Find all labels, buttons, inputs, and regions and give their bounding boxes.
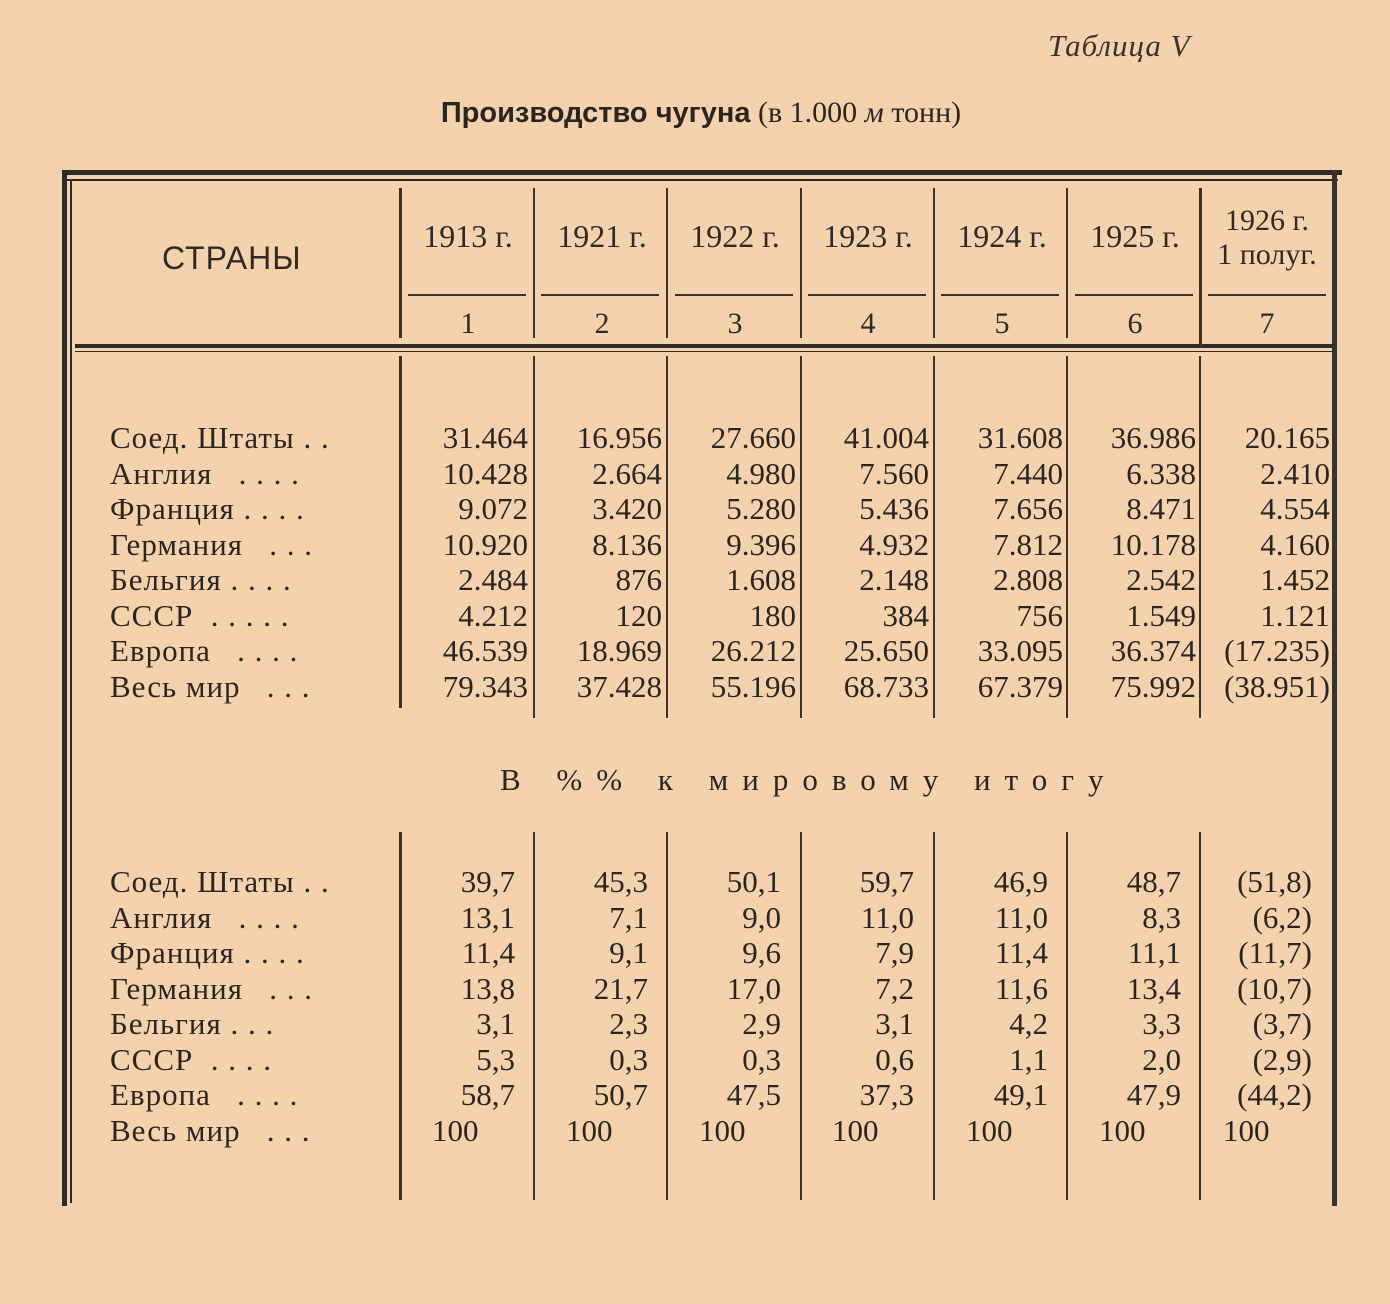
row-label: Весь мир . . .: [110, 1112, 311, 1148]
title-main: Производство чугуна: [440, 97, 751, 129]
table-cell: 39,7: [460, 864, 515, 899]
table-cell: 11,4: [461, 935, 515, 970]
body-separator: [533, 356, 535, 718]
table-cell: 59,7: [859, 864, 914, 899]
row-label: Весь мир . . .: [110, 668, 311, 704]
year-header: 1921 г.: [557, 218, 647, 254]
table-cell: 9,0: [742, 899, 781, 935]
table-cell: 9,6: [742, 935, 781, 970]
body-separator: [933, 356, 935, 718]
table-cell: 4,2: [1009, 1006, 1048, 1041]
table-cell: (51,8): [1237, 864, 1312, 899]
table-cell: 0,3: [742, 1041, 781, 1077]
year-header: 1913 г.: [423, 218, 513, 254]
table-cell: 11,6: [994, 970, 1048, 1006]
body-separator: [533, 832, 535, 1200]
table-cell: 25.650: [843, 633, 929, 668]
header-separator: [933, 188, 935, 338]
table-cell: 50,7: [593, 1077, 648, 1112]
table-cell: 1.608: [726, 562, 796, 597]
table-cell: 8,3: [1142, 899, 1181, 935]
table-cell: (17.235): [1224, 633, 1330, 668]
table-cell: 3,1: [875, 1006, 914, 1041]
table-cell: 55.196: [710, 668, 796, 704]
table-title: [0, 96, 1390, 130]
table-cell: 3.420: [592, 491, 662, 526]
table-cell: 5,3: [476, 1041, 515, 1077]
table-cell: 9,1: [609, 935, 648, 970]
table-cell: 36.986: [1110, 420, 1196, 455]
table-cell: 16.956: [576, 420, 662, 455]
body-separator: [666, 832, 668, 1200]
row-label: Франция . . . .: [110, 491, 305, 526]
table-cell: 10.178: [1110, 526, 1196, 562]
table-cell: 49,1: [993, 1077, 1048, 1112]
table-cell: 2,9: [742, 1006, 781, 1041]
year-header: 1925 г.: [1090, 218, 1180, 254]
table-cell: 7.440: [993, 455, 1063, 491]
column-number: 6: [1127, 307, 1143, 340]
frame-left-rule: [62, 170, 67, 1206]
table-cell: 11,0: [994, 899, 1048, 935]
title-unit-prefix: (в 1.000: [758, 96, 858, 129]
row-label: Европа . . . .: [110, 633, 299, 668]
table-cell: 9.396: [726, 526, 796, 562]
row-label: СССР . . . . .: [110, 597, 290, 633]
column-number: 3: [727, 307, 743, 340]
table-cell: (10,7): [1237, 970, 1312, 1006]
table-cell: 48,7: [1126, 864, 1181, 899]
table-cell: 11,4: [994, 935, 1048, 970]
table-cell: 4.160: [1260, 526, 1330, 562]
year-sub-rule: [541, 294, 659, 296]
table-cell: 7.812: [993, 526, 1063, 562]
table-cell: 45,3: [593, 864, 648, 899]
table-cell: 120: [615, 597, 662, 633]
table-cell: 50,1: [726, 864, 781, 899]
table-cell: 6.338: [1126, 455, 1196, 491]
year-sub-rule: [675, 294, 793, 296]
table-cell: 11,0: [860, 899, 914, 935]
table-cell: 2.410: [1260, 455, 1330, 491]
table-cell: 21,7: [593, 970, 648, 1006]
year-sub-rule: [408, 294, 526, 296]
table-cell: 2.664: [592, 455, 662, 491]
row-label: Соед. Штаты . .: [110, 864, 330, 899]
table-cell: 7.560: [859, 455, 929, 491]
table-cell: 4.212: [458, 597, 528, 633]
table-cell: 1,1: [1009, 1041, 1048, 1077]
year-sub-rule: [941, 294, 1059, 296]
table-cell: 13,8: [460, 970, 515, 1006]
year-header-last-line2: 1 полуг.: [1217, 238, 1317, 271]
body-separator: [800, 832, 802, 1200]
table-cell: 8.136: [592, 526, 662, 562]
table-cell: 46,9: [993, 864, 1048, 899]
year-header-last-line1: 1926 г.: [1225, 204, 1309, 237]
table-cell: 4.554: [1260, 491, 1330, 526]
table-cell: (11,7): [1238, 935, 1312, 970]
column-number: 1: [460, 307, 476, 340]
table-cell: 8.471: [1126, 491, 1196, 526]
body-separator: [1066, 832, 1068, 1200]
row-label: Бельгия . . .: [110, 1006, 275, 1041]
frame-top-rule-inner: [66, 179, 1338, 181]
table-cell: 2,3: [609, 1006, 648, 1041]
table-cell: 7,9: [875, 935, 914, 970]
table-cell: 2.148: [859, 562, 929, 597]
table-cell: 75.992: [1110, 668, 1196, 704]
percent-section-header: В %% к мировому итогу: [500, 762, 1118, 797]
year-sub-rule: [1208, 294, 1326, 296]
table-cell: 10.428: [442, 455, 528, 491]
table-cell: 13,1: [460, 899, 515, 935]
table-cell: 31.464: [442, 420, 528, 455]
table-cell: 5.280: [726, 491, 796, 526]
table-cell: 756: [1016, 597, 1063, 633]
table-cell: 100: [566, 1112, 613, 1148]
countries-header: СТРАНЫ: [162, 240, 302, 276]
body-separator: [1066, 356, 1068, 718]
table-cell: 100: [1099, 1112, 1146, 1148]
table-cell: 20.165: [1244, 420, 1330, 455]
table-cell: 7,2: [875, 970, 914, 1006]
table-cell: 2.542: [1126, 562, 1196, 597]
table-cell: 18.969: [576, 633, 662, 668]
table-cell: 0,3: [609, 1041, 648, 1077]
table-cell: 13,4: [1126, 970, 1181, 1006]
table-cell: 1.549: [1126, 597, 1196, 633]
table-cell: 46.539: [442, 633, 528, 668]
year-header-last: [1202, 204, 1332, 272]
row-label: Европа . . . .: [110, 1077, 299, 1112]
header-separator: [399, 188, 402, 338]
table-cell: 876: [615, 562, 662, 597]
table-cell: 2.484: [458, 562, 528, 597]
table-cell: 1.452: [1260, 562, 1330, 597]
year-header: 1923 г.: [823, 218, 913, 254]
table-cell: 9.072: [458, 491, 528, 526]
row-label: СССР . . . .: [110, 1041, 273, 1077]
table-cell: (2,9): [1252, 1041, 1312, 1077]
row-label: Бельгия . . . .: [110, 562, 292, 597]
table-number: Таблица V: [1048, 28, 1191, 63]
row-label: Германия . . .: [110, 526, 313, 562]
column-number: 4: [860, 307, 876, 340]
table-cell: 37.428: [576, 668, 662, 704]
title-unit-suffix: тонн): [891, 96, 962, 129]
table-cell: 4.932: [859, 526, 929, 562]
body-separator: [399, 832, 402, 1200]
title-unit-italic: м: [864, 96, 884, 129]
table-cell: 100: [966, 1112, 1013, 1148]
table-cell: 68.733: [843, 668, 929, 704]
table-cell: 31.608: [977, 420, 1063, 455]
table-cell: 67.379: [977, 668, 1063, 704]
table-cell: 1.121: [1260, 597, 1330, 633]
table-cell: 180: [749, 597, 796, 633]
table-cell: 7,1: [609, 899, 648, 935]
table-cell: 58,7: [460, 1077, 515, 1112]
table-cell: 11,1: [1127, 935, 1181, 970]
table-cell: 100: [832, 1112, 879, 1148]
year-sub-rule: [1075, 294, 1193, 296]
table-cell: (44,2): [1237, 1077, 1312, 1112]
body-separator: [399, 356, 402, 708]
header-bottom-rule-inner: [75, 351, 1335, 352]
table-cell: 100: [1223, 1112, 1270, 1148]
frame-left-rule-inner: [70, 179, 72, 1203]
table-cell: 17,0: [726, 970, 781, 1006]
table-cell: 36.374: [1110, 633, 1196, 668]
year-header: 1924 г.: [957, 218, 1047, 254]
row-label: Германия . . .: [110, 970, 313, 1006]
body-separator: [666, 356, 668, 718]
table-cell: 33.095: [977, 633, 1063, 668]
row-label: Англия . . . .: [110, 455, 300, 491]
header-separator: [533, 188, 535, 338]
table-cell: 26.212: [710, 633, 796, 668]
table-cell: 37,3: [859, 1077, 914, 1112]
table-cell: 3,3: [1142, 1006, 1181, 1041]
column-number: 7: [1259, 307, 1275, 340]
body-separator: [1199, 832, 1201, 1200]
body-separator: [1199, 356, 1201, 718]
frame-top-rule: [62, 170, 1342, 175]
header-separator: [800, 188, 802, 338]
table-cell: 2,0: [1142, 1041, 1181, 1077]
body-separator: [933, 832, 935, 1200]
table-cell: 4.980: [726, 455, 796, 491]
table-cell: 10.920: [442, 526, 528, 562]
table-cell: 7.656: [993, 491, 1063, 526]
table-cell: (6,2): [1252, 899, 1312, 935]
table-cell: 41.004: [843, 420, 929, 455]
table-cell: 384: [882, 597, 929, 633]
header-bottom-rule: [75, 344, 1335, 348]
frame-right-rule: [1332, 170, 1337, 1206]
table-cell: 0,6: [875, 1041, 914, 1077]
year-sub-rule: [808, 294, 926, 296]
table-cell: 47,9: [1126, 1077, 1181, 1112]
column-number: 2: [594, 307, 610, 340]
row-label: Англия . . . .: [110, 899, 300, 935]
table-cell: 100: [432, 1112, 479, 1148]
table-cell: (38.951): [1224, 668, 1330, 704]
table-cell: 79.343: [442, 668, 528, 704]
table-cell: 100: [699, 1112, 746, 1148]
table-cell: 47,5: [726, 1077, 781, 1112]
row-label: Соед. Штаты . .: [110, 420, 330, 455]
year-header: 1922 г.: [690, 218, 780, 254]
table-cell: 27.660: [710, 420, 796, 455]
row-label: Франция . . . .: [110, 935, 305, 970]
body-separator: [800, 356, 802, 718]
table-cell: (3,7): [1252, 1006, 1312, 1041]
table-cell: 5.436: [859, 491, 929, 526]
column-number: 5: [994, 307, 1010, 340]
table-cell: 3,1: [476, 1006, 515, 1041]
table-cell: 2.808: [993, 562, 1063, 597]
